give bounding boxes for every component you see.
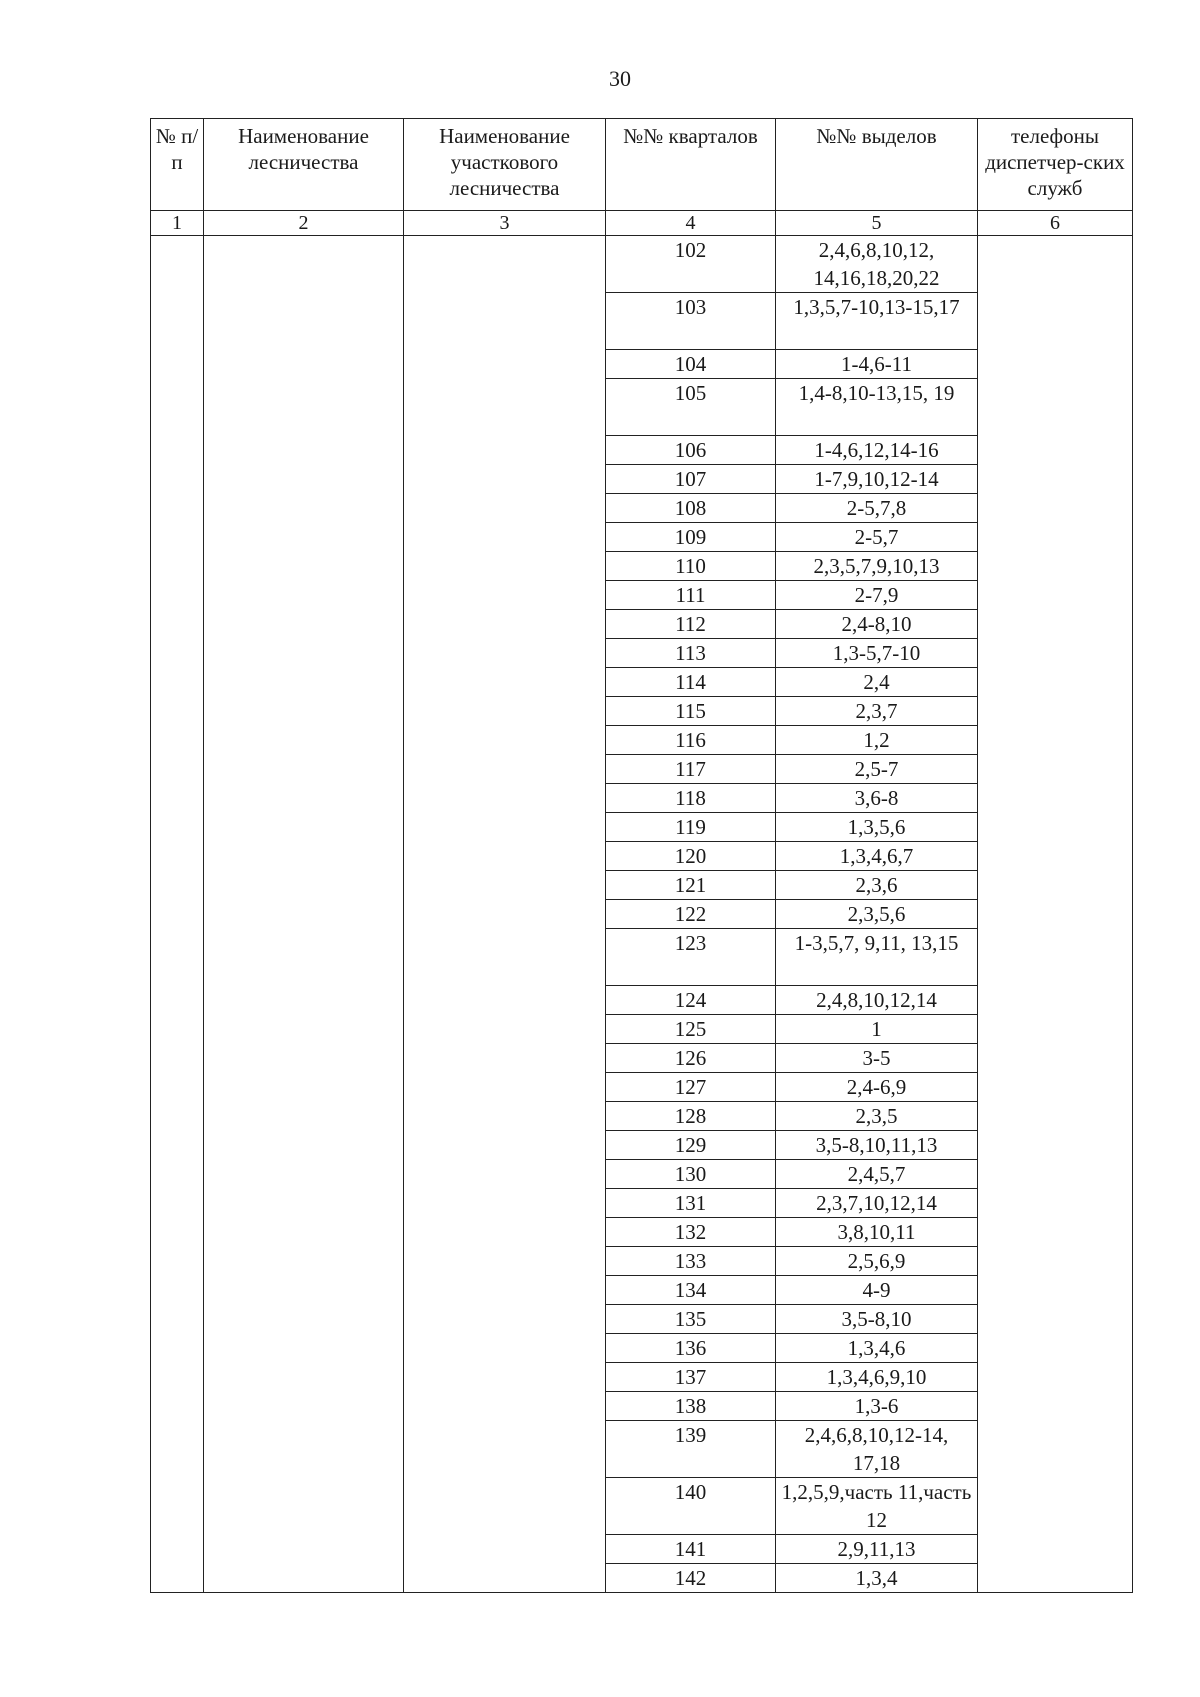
blank-phones — [978, 236, 1133, 1593]
column-number: 5 — [776, 211, 978, 236]
header-district-forestry: Наименование участкового лесничества — [404, 119, 606, 211]
table-row — [151, 236, 1133, 293]
vydely-cell: 2,9,11,13 — [776, 1535, 978, 1564]
column-number: 1 — [151, 211, 204, 236]
kvartal-cell: 132 — [606, 1218, 776, 1247]
vydely-cell: 2,4-6,9 — [776, 1073, 978, 1102]
kvartal-cell: 130 — [606, 1160, 776, 1189]
kvartal-cell: 140 — [606, 1478, 776, 1535]
kvartal-cell: 107 — [606, 465, 776, 494]
blank-forestry — [204, 236, 404, 1593]
vydely-cell: 3,5-8,10 — [776, 1305, 978, 1334]
column-number: 4 — [606, 211, 776, 236]
column-number: 3 — [404, 211, 606, 236]
kvartal-cell: 110 — [606, 552, 776, 581]
kvartal-cell: 112 — [606, 610, 776, 639]
header-forestry: Наименование лесничества — [204, 119, 404, 211]
kvartal-cell: 134 — [606, 1276, 776, 1305]
kvartal-cell: 136 — [606, 1334, 776, 1363]
kvartal-cell: 123 — [606, 929, 776, 986]
kvartal-cell: 129 — [606, 1131, 776, 1160]
header-kvartals: №№ кварталов — [606, 119, 776, 211]
vydely-cell: 2,4-8,10 — [776, 610, 978, 639]
blank-number — [151, 236, 204, 1593]
vydely-cell: 1,3,4,6,9,10 — [776, 1363, 978, 1392]
vydely-cell: 1-4,6,12,14-16 — [776, 436, 978, 465]
vydely-cell: 2,3,6 — [776, 871, 978, 900]
vydely-cell: 1 — [776, 1015, 978, 1044]
kvartal-cell: 141 — [606, 1535, 776, 1564]
kvartal-cell: 111 — [606, 581, 776, 610]
vydely-cell: 2,4,6,8,10,12, 14,16,18,20,22 — [776, 236, 978, 293]
kvartal-cell: 131 — [606, 1189, 776, 1218]
vydely-cell: 2,4,6,8,10,12-14, 17,18 — [776, 1421, 978, 1478]
kvartal-cell: 102 — [606, 236, 776, 293]
vydely-cell: 3-5 — [776, 1044, 978, 1073]
column-numbers-row — [151, 211, 1133, 236]
kvartal-cell: 124 — [606, 986, 776, 1015]
column-number: 6 — [978, 211, 1133, 236]
kvartal-cell: 138 — [606, 1392, 776, 1421]
vydely-cell: 1-4,6-11 — [776, 350, 978, 379]
kvartal-cell: 103 — [606, 293, 776, 350]
vydely-cell: 1,3,4 — [776, 1564, 978, 1593]
vydely-cell: 2-5,7 — [776, 523, 978, 552]
kvartal-cell: 109 — [606, 523, 776, 552]
kvartal-cell: 137 — [606, 1363, 776, 1392]
kvartal-cell: 128 — [606, 1102, 776, 1131]
vydely-cell: 2,3,7 — [776, 697, 978, 726]
vydely-cell: 2,4,8,10,12,14 — [776, 986, 978, 1015]
kvartal-cell: 142 — [606, 1564, 776, 1593]
kvartal-cell: 116 — [606, 726, 776, 755]
kvartal-cell: 115 — [606, 697, 776, 726]
vydely-cell: 2,3,5,6 — [776, 900, 978, 929]
kvartal-cell: 108 — [606, 494, 776, 523]
vydely-cell: 3,6-8 — [776, 784, 978, 813]
kvartal-cell: 121 — [606, 871, 776, 900]
kvartal-cell: 113 — [606, 639, 776, 668]
kvartal-cell: 106 — [606, 436, 776, 465]
page-number: 30 — [609, 66, 631, 91]
column-number: 2 — [204, 211, 404, 236]
vydely-cell: 1,2,5,9,часть 11,часть 12 — [776, 1478, 978, 1535]
header-row — [151, 119, 1133, 211]
kvartal-cell: 133 — [606, 1247, 776, 1276]
kvartal-cell: 139 — [606, 1421, 776, 1478]
vydely-cell: 2-7,9 — [776, 581, 978, 610]
kvartal-cell: 105 — [606, 379, 776, 436]
vydely-cell: 2,3,7,10,12,14 — [776, 1189, 978, 1218]
vydely-cell: 2-5,7,8 — [776, 494, 978, 523]
kvartal-cell: 120 — [606, 842, 776, 871]
vydely-cell: 2,5-7 — [776, 755, 978, 784]
vydely-cell: 1,2 — [776, 726, 978, 755]
kvartal-cell: 118 — [606, 784, 776, 813]
kvartal-cell: 114 — [606, 668, 776, 697]
vydely-cell: 1-3,5,7, 9,11, 13,15 — [776, 929, 978, 986]
vydely-cell: 1,3-6 — [776, 1392, 978, 1421]
vydely-cell: 3,8,10,11 — [776, 1218, 978, 1247]
vydely-cell: 2,4,5,7 — [776, 1160, 978, 1189]
blank-district-forestry — [404, 236, 606, 1593]
vydely-cell: 3,5-8,10,11,13 — [776, 1131, 978, 1160]
forestry-table — [150, 118, 1133, 1593]
vydely-cell: 1,3,4,6,7 — [776, 842, 978, 871]
kvartal-cell: 125 — [606, 1015, 776, 1044]
table-body — [151, 236, 1133, 1593]
header-phones: телефоны диспетчер-ских служб — [978, 119, 1133, 211]
header-vydely: №№ выделов — [776, 119, 978, 211]
vydely-cell: 1,3,4,6 — [776, 1334, 978, 1363]
vydely-cell: 2,4 — [776, 668, 978, 697]
kvartal-cell: 104 — [606, 350, 776, 379]
kvartal-cell: 127 — [606, 1073, 776, 1102]
vydely-cell: 2,5,6,9 — [776, 1247, 978, 1276]
vydely-cell: 1,4-8,10-13,15, 19 — [776, 379, 978, 436]
header-number: № п/п — [151, 119, 204, 211]
vydely-cell: 1,3,5,7-10,13-15,17 — [776, 293, 978, 350]
vydely-cell: 4-9 — [776, 1276, 978, 1305]
vydely-cell: 1-7,9,10,12-14 — [776, 465, 978, 494]
vydely-cell: 1,3-5,7-10 — [776, 639, 978, 668]
kvartal-cell: 135 — [606, 1305, 776, 1334]
vydely-cell: 2,3,5 — [776, 1102, 978, 1131]
vydely-cell: 1,3,5,6 — [776, 813, 978, 842]
kvartal-cell: 117 — [606, 755, 776, 784]
kvartal-cell: 126 — [606, 1044, 776, 1073]
vydely-cell: 2,3,5,7,9,10,13 — [776, 552, 978, 581]
kvartal-cell: 122 — [606, 900, 776, 929]
kvartal-cell: 119 — [606, 813, 776, 842]
